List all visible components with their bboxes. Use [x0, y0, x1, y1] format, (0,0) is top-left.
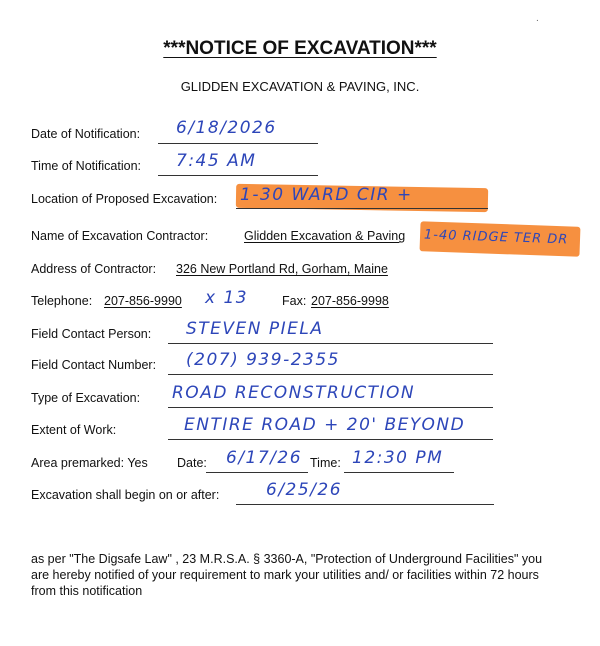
field-person-label: Field Contact Person: — [31, 327, 152, 341]
extent-label: Extent of Work: — [31, 423, 117, 437]
contractor-label: Name of Excavation Contractor: — [31, 229, 209, 243]
time-label: Time of Notification: — [31, 159, 141, 173]
field-person-line — [168, 343, 493, 344]
premarked-date-line — [206, 472, 308, 473]
premarked-date-label: Date: — [177, 456, 207, 470]
telephone-value: 207-856-9990 — [104, 294, 182, 308]
type-value: ROAD RECONSTRUCTION — [172, 383, 416, 403]
premarked-date-value: 6/17/26 — [226, 448, 303, 468]
notice-title: ***NOTICE OF EXCAVATION*** — [163, 38, 437, 59]
type-label: Type of Excavation: — [31, 391, 141, 405]
field-number-line — [168, 374, 493, 375]
address-value: 326 New Portland Rd, Gorham, Maine — [176, 262, 388, 276]
premarked-label: Area premarked: Yes — [31, 456, 148, 470]
address-label: Address of Contractor: — [31, 262, 157, 276]
time-value: 7:45 AM — [176, 151, 257, 171]
time-line — [158, 175, 318, 176]
contractor-value: Glidden Excavation & Paving — [244, 229, 406, 243]
location-label: Location of Proposed Excavation: — [31, 192, 218, 206]
premarked-time-value: 12:30 PM — [352, 448, 444, 468]
begin-value: 6/25/26 — [266, 480, 343, 500]
date-line — [158, 143, 318, 144]
field-number-label: Field Contact Number: — [31, 358, 157, 372]
fax-value: 207-856-9998 — [311, 294, 389, 308]
date-label: Date of Notification: — [31, 127, 141, 141]
location-value: 1-30 WARD CIR + — [240, 185, 413, 205]
telephone-label: Telephone: — [31, 294, 93, 308]
extent-value: ENTIRE ROAD + 20' BEYOND — [184, 415, 466, 435]
begin-line — [236, 504, 494, 505]
location-line — [236, 208, 488, 209]
extent-line — [168, 439, 493, 440]
legal-notice: as per "The Digsafe Law" , 23 M.R.S.A. § 3360-A, "Protection of Underground Facilities" you are hereby notified of your requirement to mark your utilities and/ or facilities within 72 hours from this notification — [31, 552, 543, 598]
telephone-ext: x 13 — [205, 288, 249, 308]
field-number-value: (207) 939-2355 — [186, 350, 340, 370]
premarked-time-line — [344, 472, 454, 473]
date-value: 6/18/2026 — [176, 118, 277, 138]
contractor-extra: 1-40 RIDGE TER DR — [423, 227, 569, 248]
fax-label: Fax: — [282, 294, 307, 308]
premarked-time-label: Time: — [310, 456, 341, 470]
company-name: GLIDDEN EXCAVATION & PAVING, INC. — [180, 79, 420, 94]
begin-label: Excavation shall begin on or after: — [31, 488, 220, 502]
stray-mark: . — [536, 13, 539, 24]
type-line — [168, 407, 493, 408]
field-person-value: STEVEN PIELA — [186, 319, 324, 339]
